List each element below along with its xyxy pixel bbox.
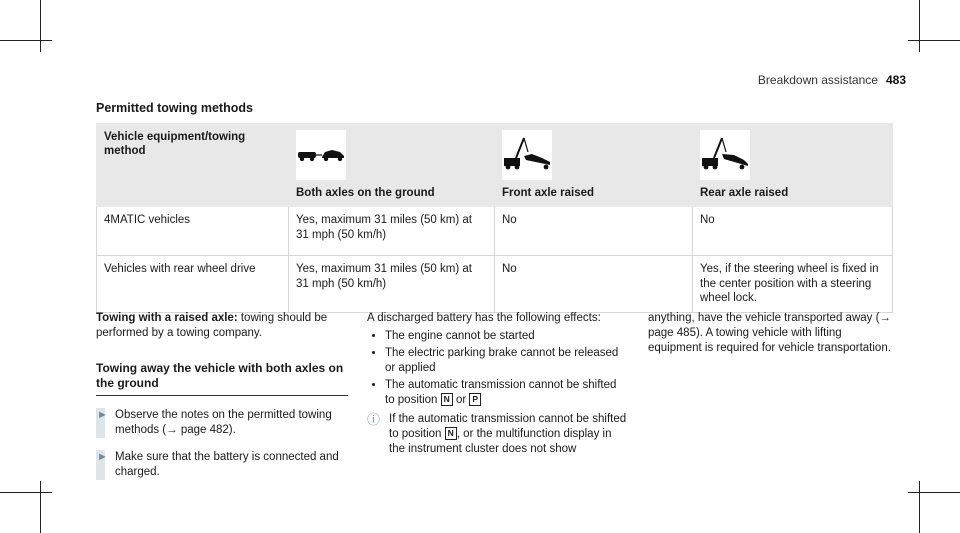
table-cell: No [693,207,893,256]
step-arrow-icon: ► [97,409,108,422]
crop-mark [908,492,960,493]
crop-mark [40,481,41,533]
gear-n-key: N [445,427,457,440]
table-row [97,256,893,312]
column-header [693,124,893,207]
note-text-b: , or the multifunction display in the instrument cluster does not show [389,427,612,455]
front-axle-raised-icon [502,130,552,180]
step-bar [96,450,108,480]
list-item: • The engine cannot be started [385,329,629,344]
or-text: or [455,393,467,406]
column-header: Vehicle equipment/towing method [97,124,289,207]
note-text [389,412,629,457]
column-header-label: Front axle raised [502,187,595,199]
text-column-3 [648,311,892,356]
note-text-a: If the automatic transmission cannot be shifted to position [389,412,627,440]
column-header-label: Rear axle raised [700,187,789,199]
list-item [385,378,629,408]
intro-text: A discharged battery has the following effects: [367,312,601,324]
table-cell: No [495,207,693,256]
chapter-title: Breakdown assistance [757,73,878,87]
gear-p-key: P [469,393,481,406]
instruction-step [96,408,348,438]
table-cell: 4MATIC vehicles [97,207,289,256]
step-arrow-icon: ► [97,450,108,463]
column-header [495,124,693,207]
page-number: 483 [885,73,906,87]
column-header-label: Both axles on the ground [296,187,435,199]
list-item-text: The automatic transmission cannot be shifted to position [385,378,617,406]
crop-mark [0,492,52,493]
column-header [289,124,495,207]
step-text: Observe the notes on the permitted towing methods (→ page 482). [115,409,332,436]
crop-mark [0,40,52,41]
subheading: Towing away the vehicle with both axles on the ground [96,361,348,396]
section-title: Permitted towing methods [96,101,253,115]
lead-bold-text: Towing with a raised axle: [96,312,238,324]
effects-list [367,329,629,408]
table-header-row [97,124,893,207]
list-item: • The electric parking brake cannot be released or applied [385,346,629,376]
table-cell: Yes, maximum 31 miles (50 km) at 31 mph (50 km/h) [289,256,495,312]
instruction-step [96,450,348,480]
crop-mark [908,40,960,41]
towing-methods-table [96,123,893,313]
info-note [367,412,629,457]
page-header [758,73,906,87]
transport-paragraph: anything, have the vehicle transported away (→ page 485). A towing vehicle with lifting equipment is required for vehicle transportation. [648,312,891,354]
text-column-1 [96,311,348,480]
table-row [97,207,893,256]
rear-axle-raised-icon [700,130,750,180]
crop-mark [919,0,920,52]
table-cell: Yes, if the steering wheel is fixed in the center position with a steering wheel lock. [693,256,893,312]
towing-raised-axle-paragraph [96,311,348,341]
gear-n-key: N [441,393,453,406]
text-column-2 [367,311,629,456]
table-cell: Vehicles with rear wheel drive [97,256,289,312]
table-cell: No [495,256,693,312]
table-cell: Yes, maximum 31 miles (50 km) at 31 mph (50 km/h) [289,207,495,256]
crop-mark [40,0,41,52]
step-bar [96,408,108,438]
step-text: Make sure that the battery is connected and charged. [115,450,339,478]
both-axles-on-ground-icon [296,130,346,180]
info-icon: ⓘ [367,411,381,427]
lead-text: towing should be performed by a towing company. [96,312,328,339]
crop-mark [919,481,920,533]
